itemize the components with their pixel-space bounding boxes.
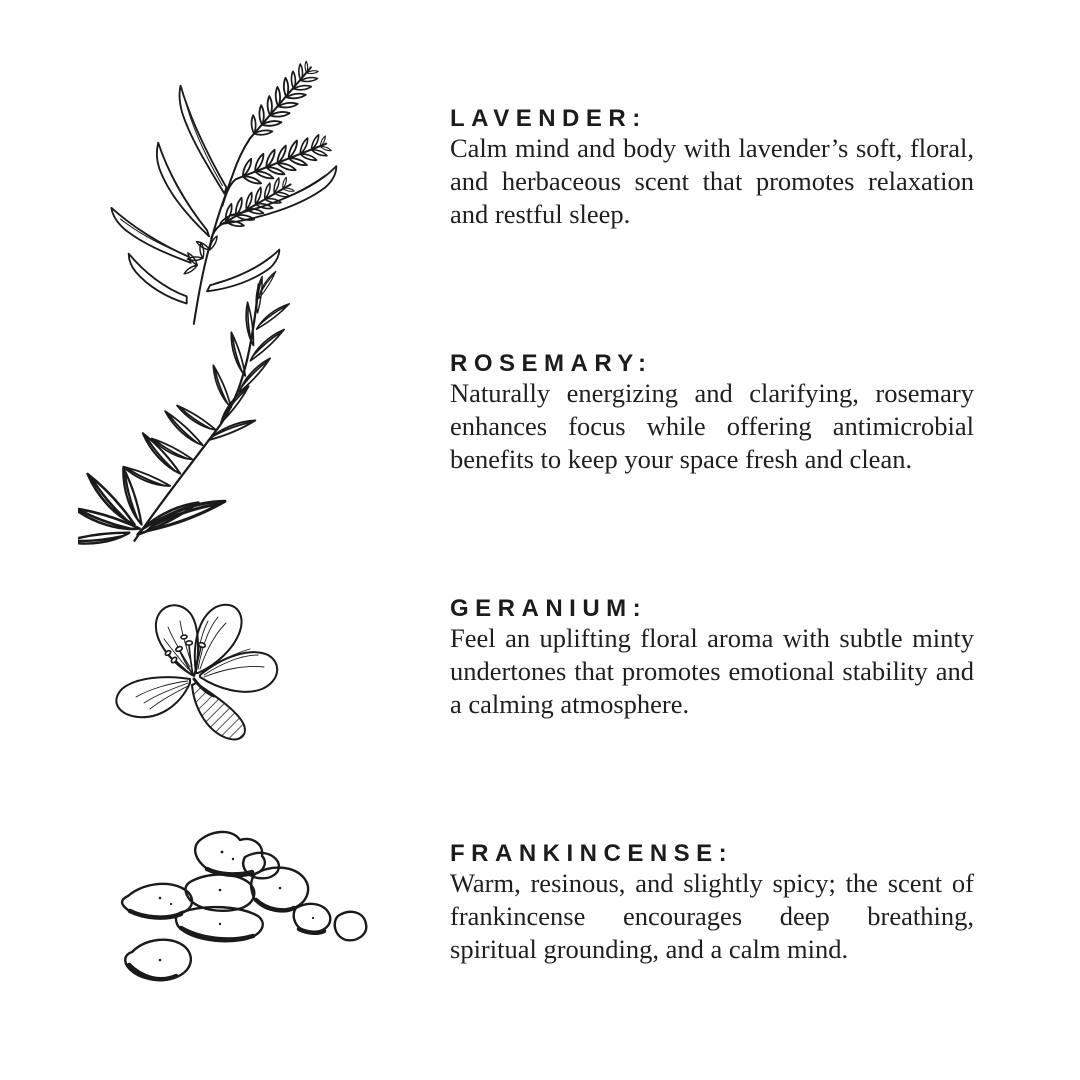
section-lavender [450, 106, 974, 231]
section-title-frankincense: FRANKINCENSE: [450, 840, 734, 867]
section-description-lavender: Calm mind and body with lavender’s soft, floral, and herbaceous scent that promotes relaxation and restful sleep. [450, 133, 974, 229]
section-description-frankincense: Warm, resinous, and slightly spicy; the scent of frankincense encourages deep breathing, spiritual grounding, and a calm mind. [450, 868, 974, 964]
frankincense-illustration [70, 812, 370, 1007]
rosemary-sprig-icon [78, 262, 313, 552]
section-description-rosemary: Naturally energizing and clarifying, rosemary enhances focus while offering antimicrobial benefits to keep your space fresh and clean. [450, 378, 974, 474]
section-title-geranium: GERANIUM: [450, 595, 648, 622]
section-description-geranium: Feel an uplifting floral aroma with subtle minty undertones that promotes emotional stability and a calming atmosphere. [450, 623, 974, 719]
section-frankincense [450, 841, 974, 966]
geranium-petals [116, 605, 277, 740]
section-geranium [450, 596, 974, 721]
section-title-lavender: LAVENDER: [450, 105, 647, 132]
geranium-illustration [86, 583, 301, 768]
geranium-flower-icon [86, 583, 301, 768]
section-title-rosemary: ROSEMARY: [450, 350, 653, 377]
rosemary-leaves [78, 271, 293, 547]
rosemary-illustration [78, 262, 313, 552]
frankincense-resin-icon [70, 812, 370, 1007]
section-rosemary [450, 351, 974, 476]
lavender-flower-spikes [184, 61, 331, 275]
frankincense-chunks [122, 832, 366, 980]
frankincense-shadows [129, 869, 324, 979]
